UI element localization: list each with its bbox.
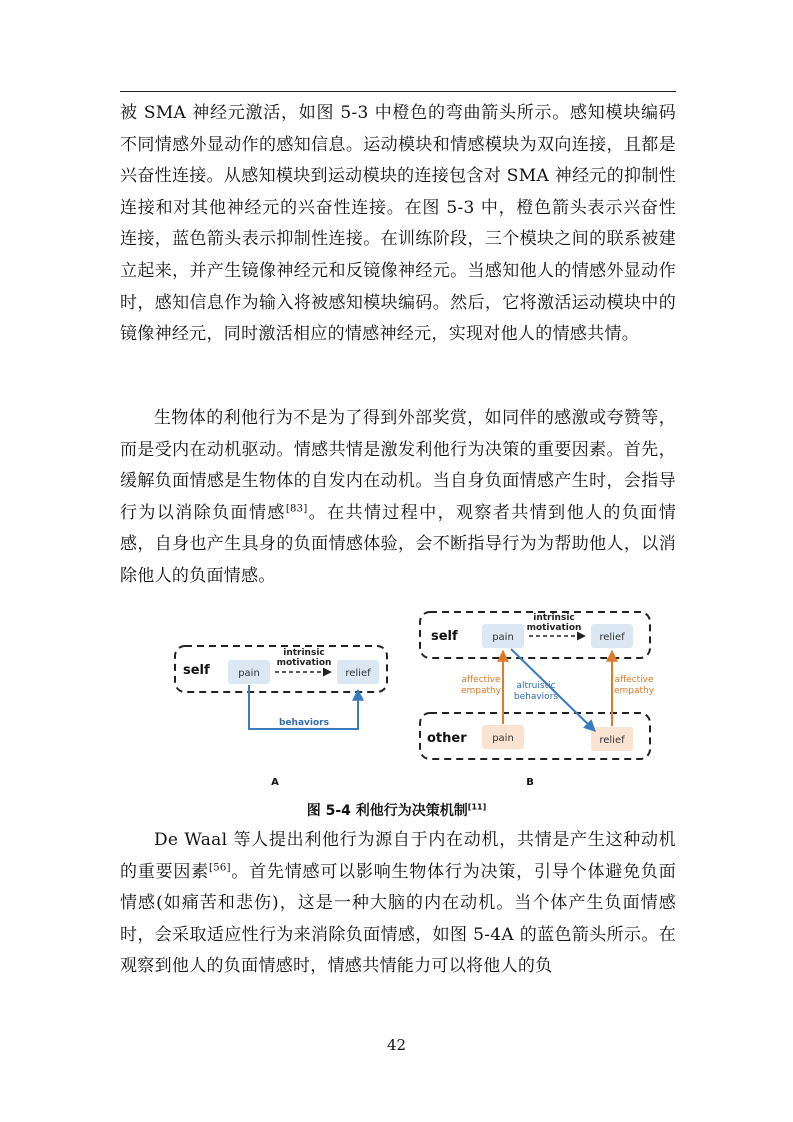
panel-b-affective-right-line2: empathy: [613, 686, 655, 696]
citation-56: [56]: [209, 861, 231, 873]
body-paragraph-3: [120, 825, 676, 983]
paragraph-2-text-a: 生物体的利他行为不是为了得到外部奖赏，如同伴的感激或夸赞等，而是受内在动机驱动。情感共情是激发利他行为决策的重要因素。首先，缓解负面情感是生物体的自发内在动机。当自身负面情感产生时，会指导行为以消除负面情感: [120, 408, 676, 523]
panel-a-self-label: self: [183, 663, 210, 678]
panel-b-intrinsic-line2: motivation: [526, 623, 582, 633]
panel-a-pain-label: pain: [238, 668, 260, 679]
body-paragraph-1: 被 SMA 神经元激活，如图 5-3 中橙色的弯曲箭头所示。感知模块编码不同情感外显动作的感知信息。运动模块和情感模块为双向连接，且都是兴奋性连接。从感知模块到运动模块的连接包含对 SMA 神经元的抑制性连接和对其他神经元的兴奋性连接。在图 5-3 中，橙色箭头表示兴奋性连接，蓝色箭头表示抑制性连接。在训练阶段，三个模块之间的联系被建立起来，并产生镜像神经元和反镜像神经元。当感知他人的情感外显动作时，感知信息作为输入将被感知模块编码。然后，它将激活运动模块中的镜像神经元，同时激活相应的情感神经元，实现对他人的情感共情。: [120, 103, 676, 345]
panel-b-self-label: self: [431, 629, 458, 644]
panel-b-affective-right-line1: affective: [614, 675, 654, 685]
panel-a-behaviors-label: behaviors: [279, 718, 329, 728]
figure-caption-text: 图 5-4 利他行为决策机制: [306, 803, 468, 819]
panel-b-affective-left-line2: empathy: [460, 686, 502, 696]
panel-b-altruistic-line1: altruistic: [516, 681, 556, 691]
panel-a-intrinsic-line1: intrinsic: [283, 648, 325, 658]
panel-b-self-pain-label: pain: [492, 632, 514, 643]
panel-b-letter: B: [526, 777, 534, 788]
paragraph-3-text-a: De Waal 等人提出利他行为源自于内在动机，共情是产生这种动机的重要因素: [120, 830, 676, 882]
figure-5-4: [171, 603, 655, 793]
panel-b-other-relief-label: relief: [599, 735, 625, 746]
panel-b-affective-left-line1: affective: [461, 675, 501, 685]
figure-caption-citation: [11]: [467, 802, 487, 812]
panel-b-other-label: other: [427, 731, 467, 746]
figure-caption: [0, 800, 793, 820]
page-number: 42: [386, 1036, 407, 1054]
paragraph-2-text-b: 。在共情过程中，观察者共情到他人的负面情感，自身也产生具身的负面情感体验，会不断指导行为为帮助他人，以消除他人的负面情感。: [120, 502, 677, 586]
header-rule: [120, 91, 676, 92]
panel-a-relief-label: relief: [345, 668, 371, 679]
panel-a-letter: A: [271, 777, 279, 788]
panel-b-altruistic-line2: behaviors: [513, 692, 559, 702]
panel-a: [175, 646, 387, 788]
panel-b-intrinsic-line1: intrinsic: [533, 613, 575, 623]
panel-b-other-pain-label: pain: [492, 733, 514, 744]
paragraph-3-text-b: 。首先情感可以影响生物体行为决策，引导个体避免负面情感(如痛苦和悲伤)，这是一种大脑的内在动机。当个体产生负面情感时，会采取适应性行为来消除负面情感，如图 5-4A 的蓝色箭头所示。在观察到他人的负面情感时，情感共情能力可以将他人的负: [120, 861, 677, 977]
citation-83: [83]: [285, 503, 308, 515]
panel-a-intrinsic-line2: motivation: [276, 658, 332, 668]
body-paragraph-2: [120, 403, 676, 593]
panel-b: [420, 612, 655, 788]
figure-5-4-svg: [171, 603, 655, 793]
panel-b-self-relief-label: relief: [599, 632, 625, 643]
